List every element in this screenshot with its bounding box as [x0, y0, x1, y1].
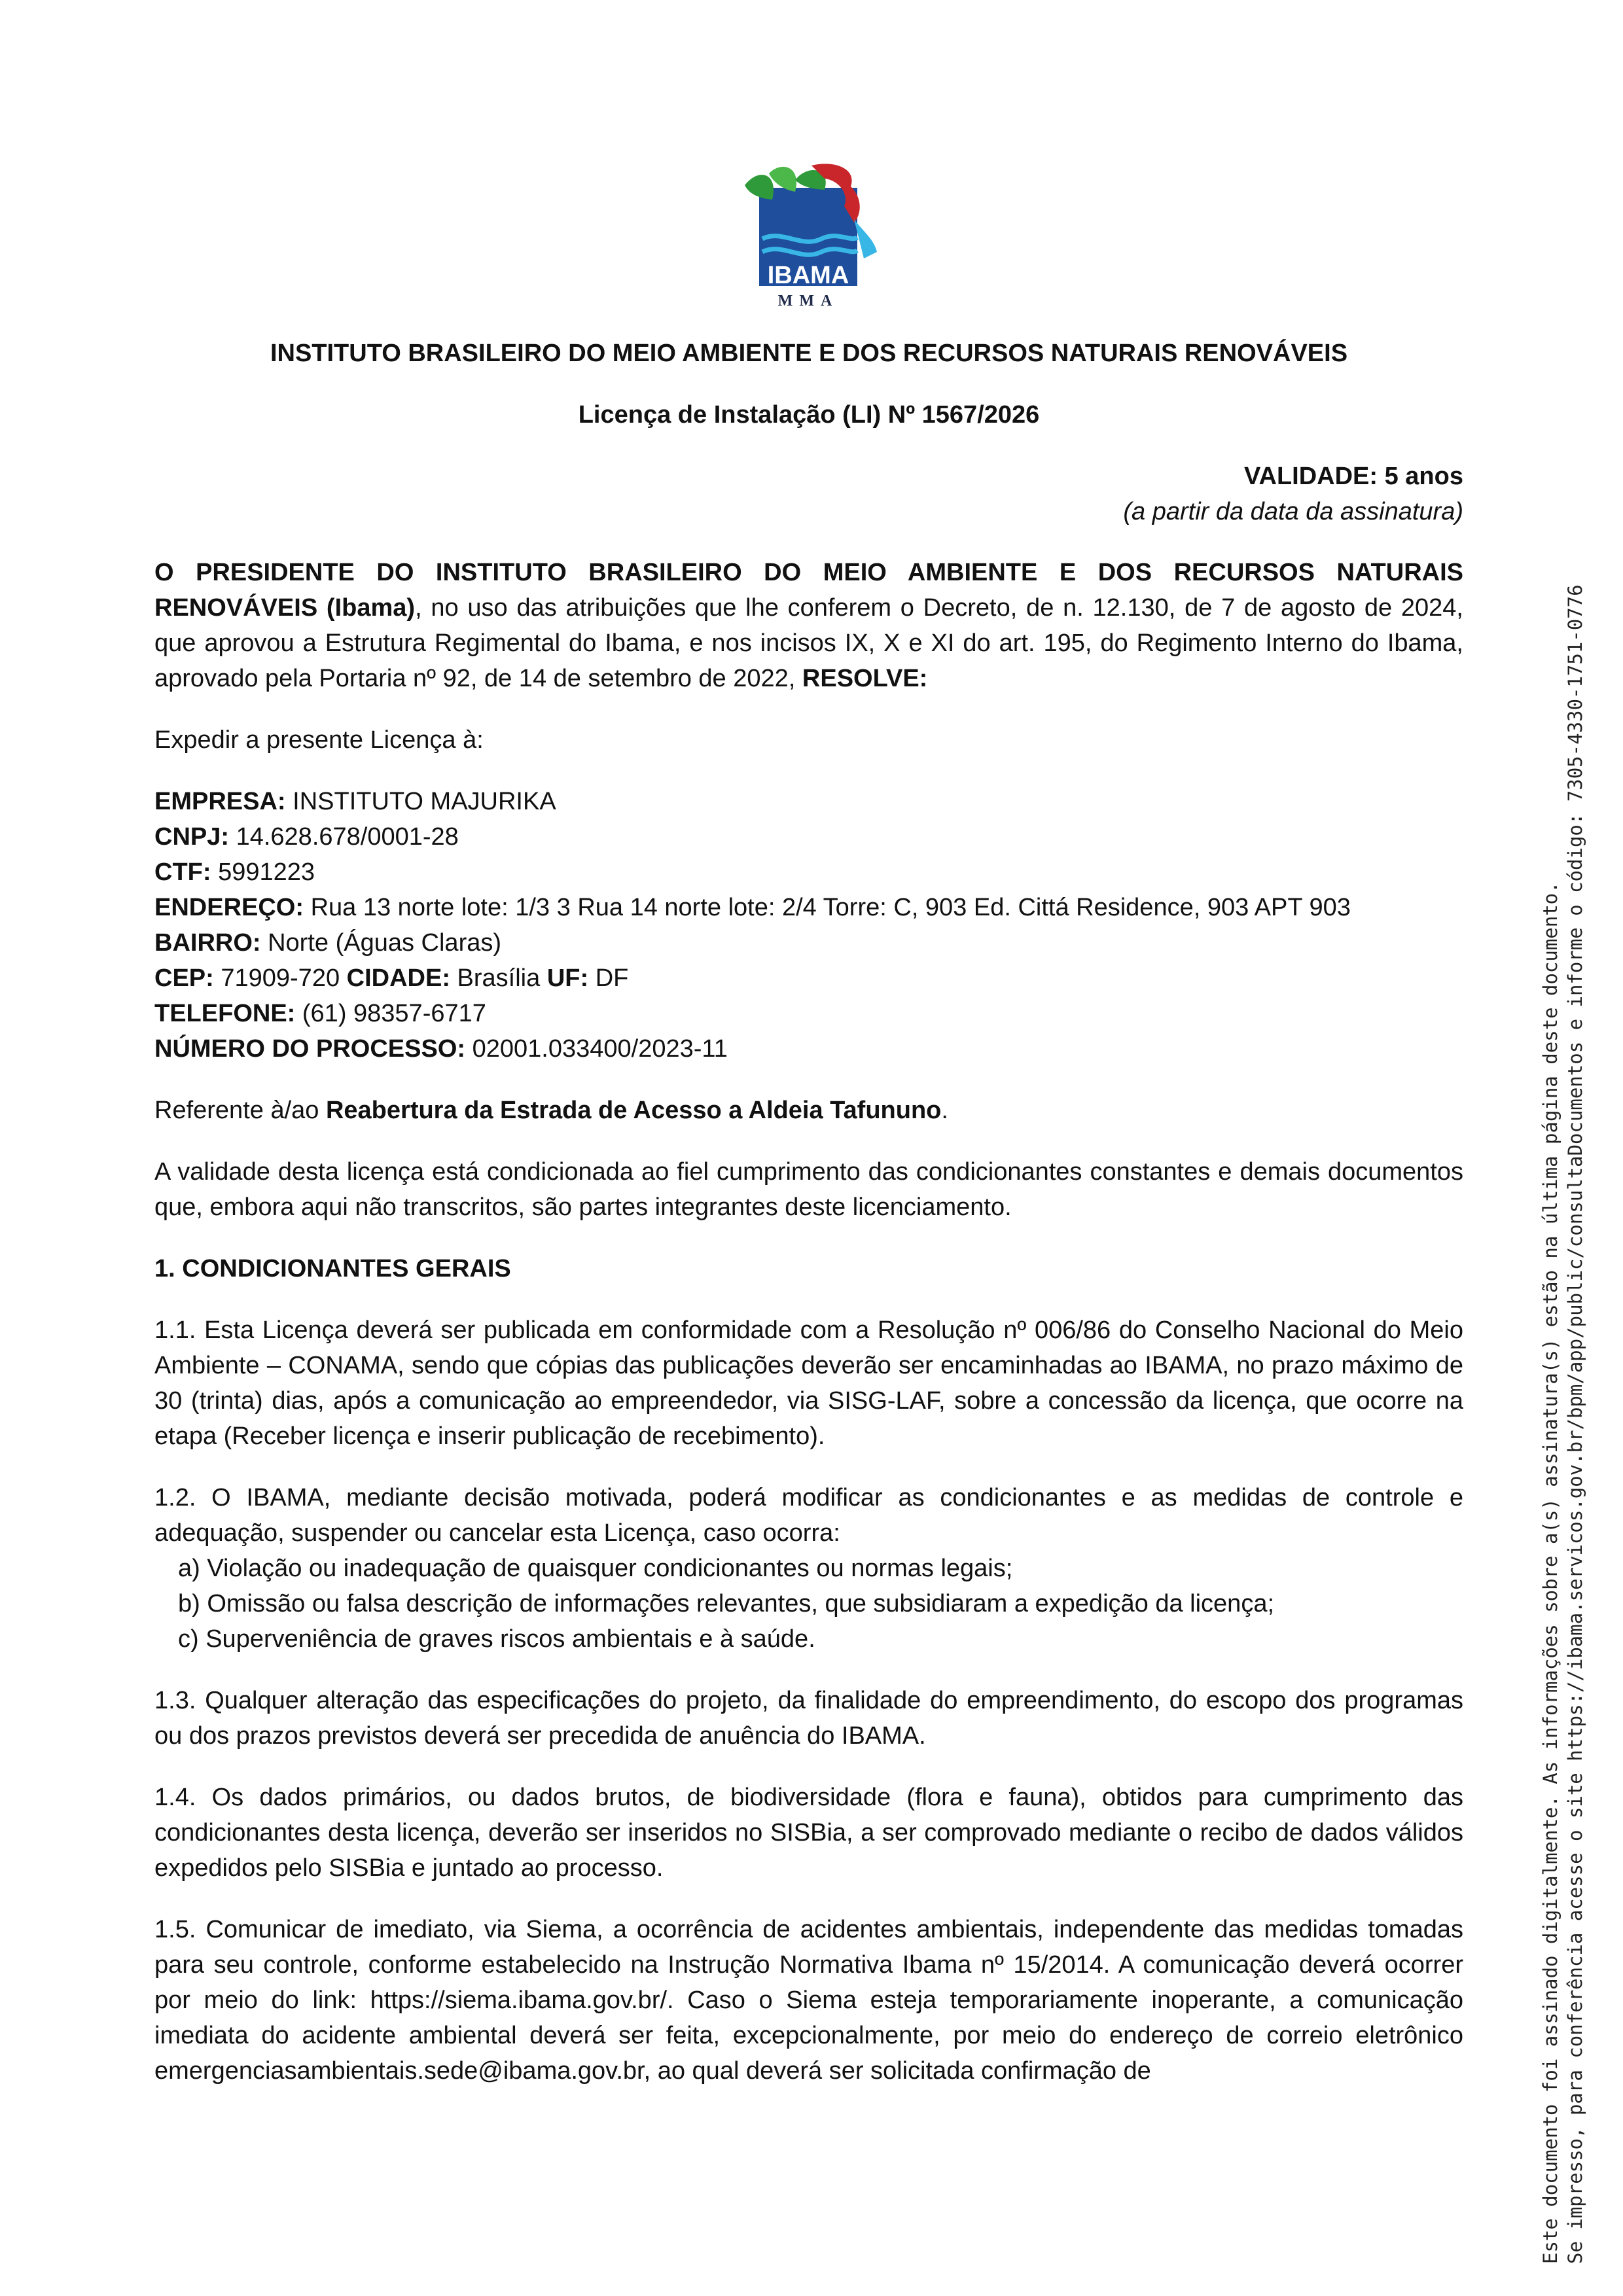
preamble-text: , no uso das atribuições que lhe conferem o Decreto, de n. 12.130, de 7 de agosto de 2024, que aprovou a Estrutura Regimental do Ibama, e nos incisos IX, X e XI do art. 195, do Regimento Interno do Ibama, aprovado pela Portaria nº 92, de 14 de setembro de 2022,	[154, 594, 1463, 692]
empresa-row: EMPRESA: INSTITUTO MAJURIKA	[154, 788, 556, 815]
ctf-row: CTF: 5991223	[154, 858, 315, 886]
signature-verification-note	[1538, 301, 1588, 2264]
condition-1-5: 1.5. Comunicar de imediato, via Siema, a ocorrência de acidentes ambientais, independente das medidas tomadas para seu controle, conforme estabelecido na Instrução Normativa Ibama nº 15/2014. A comunicação deverá ocorrer por meio do link: https://siema.ibama.gov.br/. Caso o Siema esteja temporariamente inoperante, a comunicação imediata do acidente ambiental deverá ser feita, excepcionalmente, por meio do endereço de correio eletrônico emergenciasambientais.sede@ibama.gov.br, ao qual deverá ser solicitada confirmação de	[154, 1916, 1463, 2085]
bairro-row: BAIRRO: Norte (Águas Claras)	[154, 929, 502, 957]
condition-1-2-text: 1.2. O IBAMA, mediante decisão motivada, poderá modificar as condicionantes e as medidas de controle e adequação, suspender ou cancelar esta Licença, caso ocorra:	[154, 1484, 1463, 1547]
validity-block	[154, 459, 1463, 529]
document-body	[154, 555, 1463, 2115]
condition-1-3: 1.3. Qualquer alteração das especificações do projeto, da finalidade do empreendimento, do escopo dos programas ou dos prazos previstos deverá ser precedida de anuência do IBAMA.	[154, 1687, 1463, 1750]
preamble-lead: O PRESIDENTE DO INSTITUTO BRASILEIRO DO MEIO AMBIENTE E DOS RECURSOS NATURAIS RENOVÁVEIS (Ibama)	[154, 559, 1463, 622]
section-title: 1. CONDICIONANTES GERAIS	[154, 1255, 511, 1282]
license-title: Licença de Instalação (LI) Nº 1567/2026	[578, 401, 1040, 429]
condition-1-4: 1.4. Os dados primários, ou dados brutos, de biodiversidade (flora e fauna), obtidos para cumprimento das condicionantes desta licença, deverão ser inseridos no SISBia, a ser comprovado mediante o recibo de dados válidos expedidos pelo SISBia e juntado ao processo.	[154, 1784, 1463, 1882]
endereco-row: ENDEREÇO: Rua 13 norte lote: 1/3 3 Rua 14 norte lote: 2/4 Torre: C, 903 Ed. Cittá Residence, 903 APT 903	[154, 894, 1351, 921]
svg-text:MMA: MMA	[777, 292, 839, 309]
cep-row: CEP: 71909-720 CIDADE: Brasília UF: DF	[154, 964, 629, 992]
processo-row: NÚMERO DO PROCESSO: 02001.033400/2023-11	[154, 1035, 728, 1063]
validity-condition-paragraph: A validade desta licença está condicionada ao fiel cumprimento das condicionantes constantes e demais documentos que, embora aqui não transcritos, são partes integrantes deste licenciamento.	[154, 1158, 1463, 1221]
condition-1-2	[154, 1480, 1463, 1657]
validity-note: (a partir da data da assinatura)	[1123, 498, 1463, 525]
condition-1-2-item-b: b) Omissão ou falsa descrição de informações relevantes, que subsidiaram a expedição da licença;	[178, 1590, 1275, 1617]
preamble-resolve: RESOLVE:	[802, 665, 928, 692]
signature-note-line-2: Se impresso, para conferência acesse o site https://ibama.servicos.gov.br/bpm/app/public/consultaDocumentos e informe o código: 7305-4330-1751-0776	[1564, 584, 1586, 2264]
condition-1-2-item-a: a) Violação ou inadequação de quaisquer condicionantes ou normas legais;	[178, 1555, 1013, 1582]
telefone-row: TELEFONE: (61) 98357-6717	[154, 1000, 486, 1027]
cnpj-row: CNPJ: 14.628.678/0001-28	[154, 823, 459, 851]
validity-label: VALIDADE: 5 anos	[1243, 463, 1463, 490]
preamble-paragraph	[154, 555, 1463, 696]
institute-heading: INSTITUTO BRASILEIRO DO MEIO AMBIENTE E DOS RECURSOS NATURAIS RENOVÁVEIS	[270, 340, 1348, 367]
condition-1-1: 1.1. Esta Licença deverá ser publicada em conformidade com a Resolução nº 006/86 do Conselho Nacional do Meio Ambiente – CONAMA, sendo que cópias das publicações deverão ser encaminhadas ao IBAMA, no prazo máximo de 30 (trinta) dias, após a comunicação ao empreendedor, via SISG-LAF, sobre a concessão da licença, que ocorre na etapa (Receber licença e inserir publicação de recebimento).	[154, 1316, 1463, 1450]
signature-note-line-1: Este documento foi assinado digitalmente. As informações sobre a(s) assinatura(s) estão na última página deste documento.	[1539, 881, 1561, 2264]
condition-1-2-item-c: c) Superveniência de graves riscos ambientais e à saúde.	[178, 1625, 815, 1653]
expedir-paragraph: Expedir a presente Licença à:	[154, 726, 484, 754]
svg-text:IBAMA: IBAMA	[767, 262, 849, 289]
company-details	[154, 784, 1463, 1067]
ibama-logo	[733, 160, 890, 309]
referente-paragraph: Referente à/ao Reabertura da Estrada de Acesso a Aldeia Tafununo.	[154, 1097, 948, 1124]
